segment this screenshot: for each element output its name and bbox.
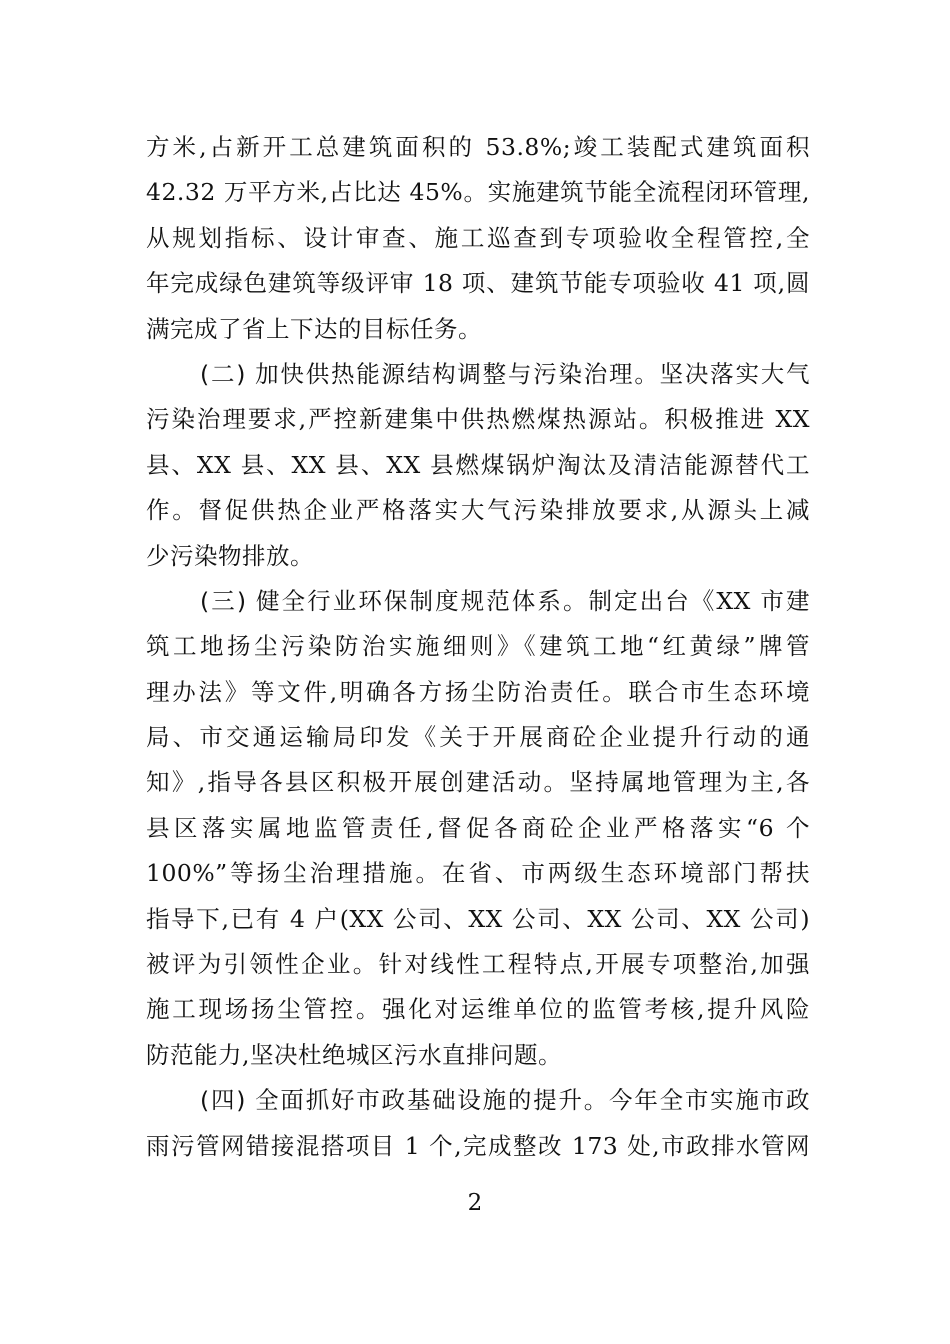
line-text: 知》,指导各县区积极开展创建活动。坚持属地管理为主,各 [146,768,810,797]
section-heading: (四) 全面抓好市政基础设施的提升。 [200,1086,610,1115]
line-text: 指导下,已有 4 户(XX 公司、XX 公司、XX 公司、XX 公司) [146,904,810,933]
page-number: 2 [467,1190,483,1216]
line-text: 县区落实属地监管责任,督促各商砼企业严格落实“6 个 [146,813,810,842]
line-text: 污染治理要求,严控新建集中供热燃煤热源站。积极推进 XX [146,405,810,434]
text-line [146,987,810,1032]
text-line [146,170,810,215]
text-line [146,670,810,715]
line-text: 被评为引领性企业。针对线性工程特点,开展专项整治,加强 [146,950,810,979]
text-line [146,715,810,760]
line-text: 从规划指标、设计审查、施工巡查到专项验收全程管控,全 [146,223,810,252]
line-text: 理办法》等文件,明确各方扬尘防治责任。联合市生态环境 [146,677,810,706]
text-line [146,261,810,306]
section-heading: (二) 加快供热能源结构调整与污染治理。 [200,359,660,388]
section-heading-line [146,579,810,624]
text-line [146,488,810,533]
text-line [146,397,810,442]
text-line [146,897,810,942]
line-text: 100%”等扬尘治理措施。在省、市两级生态环境部门帮扶 [146,859,810,888]
text-line [146,1033,810,1078]
text-line [146,443,810,488]
line-text: 方米,占新开工总建筑面积的 53.8%;竣工装配式建筑面积 [146,133,810,161]
line-text: 局、市交通运输局印发《关于开展商砼企业提升行动的通 [146,723,810,752]
text-line [146,216,810,261]
section-heading-line [146,1078,810,1123]
line-text: 年完成绿色建筑等级评审 18 项、建筑节能专项验收 41 项,圆 [146,269,810,298]
text-line [146,806,810,851]
line-text: 制定出台《XX 市建 [588,586,810,615]
text-line [146,851,810,896]
line-text: 县、XX 县、XX 县、XX 县燃煤锅炉淘汰及清洁能源替代工 [146,450,810,479]
line-text: 防范能力,坚决杜绝城区污水直排问题。 [146,1040,562,1069]
document-body [146,125,810,1169]
text-line [146,1124,810,1169]
text-line [146,760,810,805]
line-text: 施工现场扬尘管控。强化对运维单位的监管考核,提升风险 [146,995,810,1024]
section-heading: (三) 健全行业环保制度规范体系。 [200,586,589,615]
text-line [146,942,810,987]
line-text: 少污染物排放。 [146,541,314,570]
text-line [146,125,810,170]
line-text: 满完成了省上下达的目标任务。 [146,314,482,343]
line-text: 筑工地扬尘污染防治实施细则》《建筑工地“红黄绿”牌管 [146,632,810,661]
line-text: 作。督促供热企业严格落实大气污染排放要求,从源头上减 [146,496,810,525]
line-text: 坚决落实大气 [659,359,810,388]
section-heading-line [146,352,810,397]
line-text: 雨污管网错接混搭项目 1 个,完成整改 173 处,市政排水管网 [146,1131,810,1160]
line-text: 42.32 万平方米,占比达 45%。实施建筑节能全流程闭环管理, [146,178,810,207]
text-line [146,624,810,669]
line-text: 今年全市实施市政 [609,1086,810,1115]
text-line [146,534,810,579]
text-line [146,307,810,352]
